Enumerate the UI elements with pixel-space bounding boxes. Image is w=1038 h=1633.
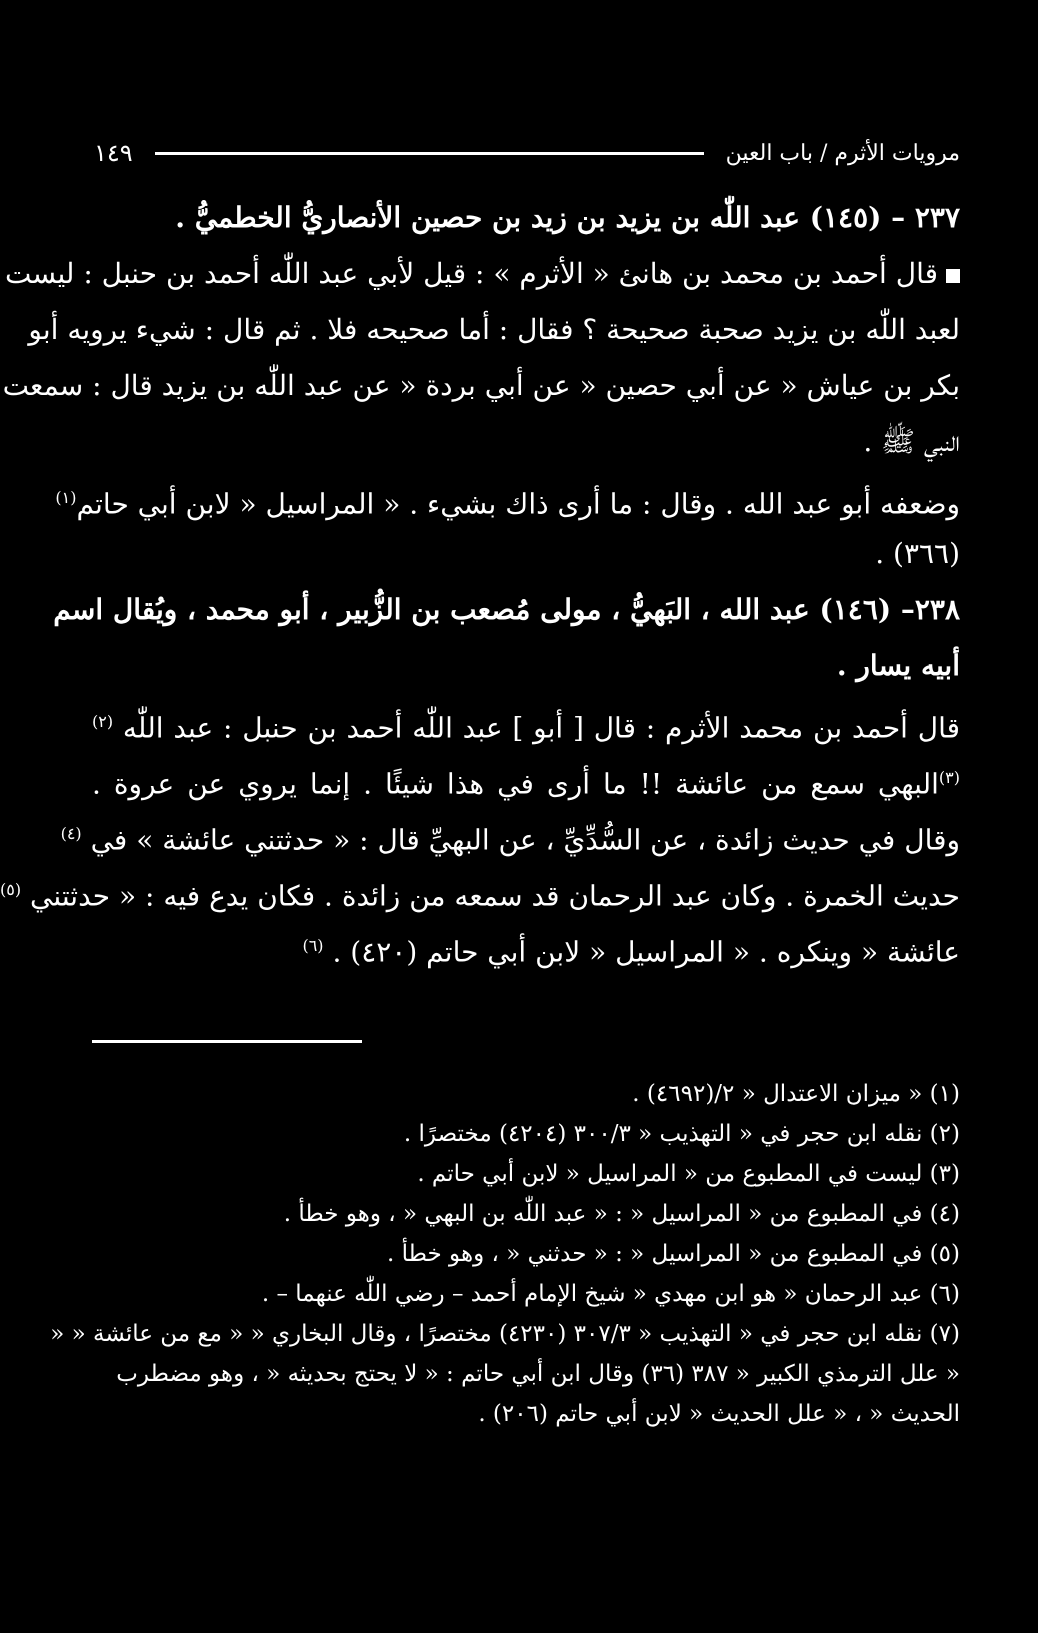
entry-238-line: حديث الخمرة . وكان عبد الرحمان قد سمعه من زائدة . فكان يدع فيه : « حدثتني $^{(٥)}$	[0, 879, 960, 913]
footnote-separator	[92, 1040, 362, 1043]
footnote-ref: (١)	[55, 488, 77, 507]
footnote-ref: (٦)	[302, 936, 324, 955]
entry-237-heading: ٢٣٧ – (١٤٥) عبد اللّٰه بن يزيد بن زيد بن حصين الأنصاريُّ الخطميُّ .	[175, 201, 960, 234]
footnote-5: (٥) في المطبوع من « المراسيل « : « حدثني « ، وهو خطأ .	[387, 1241, 960, 1267]
footnote-1: (١) « ميزان الاعتدال « ٢/(٤٦٩٢) .	[632, 1081, 960, 1107]
entry-238-line: قال أحمد بن محمد الأثرم : قال [ أبو ] عبد اللّٰه أحمد بن حنبل : عبد اللّٰه $^{(٢)}$	[92, 711, 960, 745]
header-rule	[155, 152, 704, 155]
entry-238-line: وقال في حديث زائدة ، عن السُّدِّيِّ ، عن البهيِّ قال : « حدثتني عائشة » في $^{(٤)}$	[60, 823, 960, 857]
main-text	[0, 190, 960, 974]
footnote-6: (٦) عبد الرحمان « هو ابن مهدي « شيخ الإمام أحمد – رضي اللّٰه عنهما – .	[261, 1281, 960, 1307]
footnote-3: (٣) ليست في المطبوع من « المراسيل « لابن أبي حاتم .	[417, 1161, 960, 1187]
footnote-ref: (٥)	[0, 880, 22, 899]
square-marker-icon	[946, 269, 960, 283]
footnote-ref: (٤)	[60, 824, 82, 843]
footnote-7-cont: الحديث « ، « علل الحديث « لابن أبي حاتم (٢٠٦) .	[478, 1401, 960, 1427]
footnote-ref: (٢)	[92, 712, 114, 731]
entry-237-line: (٣٦٦) .	[875, 537, 960, 570]
footnote-ref: (٣)	[938, 768, 960, 787]
footnote-2: (٢) نقله ابن حجر في « التهذيب « ٣٠٠/٣ (٤٢٠٤) مختصرًا .	[403, 1121, 960, 1147]
page-number: ١٤٩	[94, 139, 133, 167]
entry-237-line: لعبد اللّٰه بن يزيد صحبة صحيحة ؟ فقال : أما صحيحه فلا . ثم قال : شيء يرويه أبو	[28, 313, 960, 346]
entry-237-line: وضعفه أبو عبد الله . وقال : ما أرى ذاك بشيء . « المراسيل « لابن أبي حاتم$^{(١)}$	[55, 487, 960, 521]
footnote-7: (٧) نقله ابن حجر في « التهذيب « ٣٠٧/٣ (٤٢٣٠) مختصرًا ، وقال البخاري « « مع من عائشة « «	[50, 1321, 960, 1347]
footnote-4: (٤) في المطبوع من « المراسيل « : « عبد اللّٰه بن البهي « ، وهو خطأ .	[283, 1201, 960, 1227]
entry-237-line: قال أحمد بن محمد بن هانئ « الأثرم » : قيل لأبي عبد اللّٰه أحمد بن حنبل : ليست	[92, 246, 960, 302]
entry-238-heading: ٢٣٨– (١٤٦) عبد الله ، البَهيُّ ، مولى مُصعب بن الزُّبير ، أبو محمد ، ويُقال اسم	[53, 593, 960, 626]
entry-237-line: بكر بن عياش « عن أبي حصين « عن أبي بردة « عن عبد اللّٰه بن يزيد قال : سمعت	[2, 369, 960, 402]
entry-238-line: $^{(٣)}$البهي سمع من عائشة !! ما أرى في هذا شيئًا . إنما يروي عن عروة .	[92, 767, 960, 801]
footnotes	[50, 1074, 960, 1434]
footnote-7-cont: « علل الترمذي الكبير « ٣٨٧ (٣٦) وقال ابن أبي حاتم : « لا يحتج بحديثه « ، وهو مضطرب	[116, 1361, 960, 1387]
page-header	[94, 128, 960, 178]
entry-238-line: عائشة « وينكره . « المراسيل « لابن أبي حاتم (٤٢٠) . $^{(٦)}$	[302, 935, 960, 969]
entry-238-heading-cont: أبيه يسار .	[836, 649, 960, 682]
running-title: مرويات الأثرم / باب العين	[725, 140, 960, 166]
entry-237-line: النبي ﷺ .	[863, 425, 960, 458]
